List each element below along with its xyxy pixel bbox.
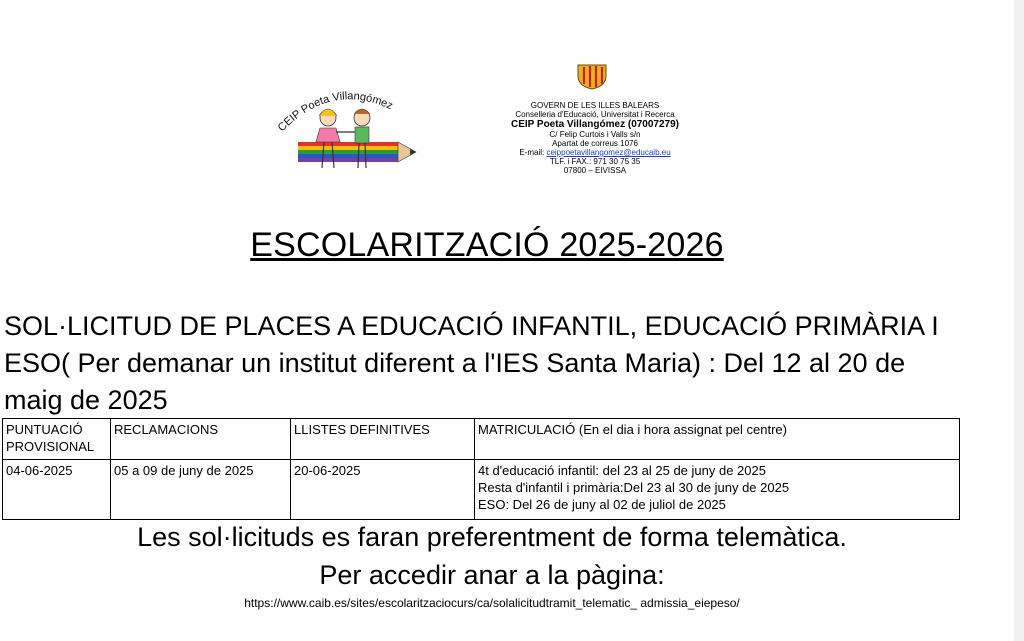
cell-reclamacions: 05 a 09 de juny de 2025 <box>111 460 291 520</box>
page-title: ESCOLARITZACIÓ 2025-2026 <box>250 226 724 264</box>
government-coat-of-arms-icon <box>573 62 611 90</box>
school-logo-text: CEIP Poeta Villangómez <box>275 90 395 134</box>
cell-llistes: 20-06-2025 <box>291 460 475 520</box>
matriculacio-line: Resta d'infantil i primària:Del 23 al 30 de juny de 2025 <box>478 480 790 495</box>
header-matriculacio: MATRICULACIÓ (En el dia i hora assignat pel centre) <box>475 419 960 460</box>
cell-puntuacio: 04-06-2025 <box>3 460 111 520</box>
schedule-table <box>2 418 960 520</box>
matriculacio-line: ESO: Del 26 de juny al 02 de juliol de 2025 <box>478 497 726 512</box>
letterhead <box>470 101 720 175</box>
cell-matriculacio <box>475 460 960 520</box>
request-heading: SOL·LICITUD DE PLACES A EDUCACIÓ INFANTIL, EDUCACIÓ PRIMÀRIA I ESO( Per demanar un institut diferent a l'IES Santa Maria) : Del 12 al 20 de maig de 2025 <box>4 311 939 415</box>
header-puntuacio: PUNTUACIÓ PROVISIONAL <box>3 419 111 460</box>
school-logo <box>270 80 420 175</box>
postal-line: 07800 – EIVISSA <box>563 166 627 175</box>
phone-line: TLF. i FAX.: 971 30 75 35 <box>549 157 641 166</box>
footer-access-note: Per accedir anar a la pàgina: <box>319 560 665 590</box>
school-name: CEIP Poeta Villangómez (07007279) <box>510 119 680 130</box>
email-label: E-mail: <box>519 148 545 157</box>
table-row <box>3 460 960 520</box>
footer-telematic-note: Les sol·licituds es faran preferentment de forma telemàtica. <box>137 522 847 552</box>
conselleria-line: Conselleria d'Educació, Universitat i Recerca <box>515 110 675 119</box>
svg-text:CEIP Poeta Villangómez <box>276 90 395 134</box>
govern-line: GOVERN DE LES ILLES BALEARS <box>530 101 660 110</box>
po-box-line: Apartat de correus 1076 <box>552 139 638 148</box>
header-reclamacions: RECLAMACIONS <box>111 419 291 460</box>
footer-url[interactable]: https://www.caib.es/sites/escolaritzaciocurs/ca/solalicitudtramit_telematic_ admissia_eiepeso/ <box>244 596 740 610</box>
email-link[interactable]: ceippoetavillangomez@educaib.eu <box>546 148 671 157</box>
vertical-scrollbar[interactable] <box>1014 0 1024 641</box>
email-line <box>470 148 720 157</box>
matriculacio-line: 4t d'educació infantil: del 23 al 25 de juny de 2025 <box>478 463 766 478</box>
street-line: C/ Felip Curtois i Valls s/n <box>549 130 641 139</box>
header-llistes: LLISTES DEFINITIVES <box>291 419 475 460</box>
table-header-row <box>3 419 960 460</box>
